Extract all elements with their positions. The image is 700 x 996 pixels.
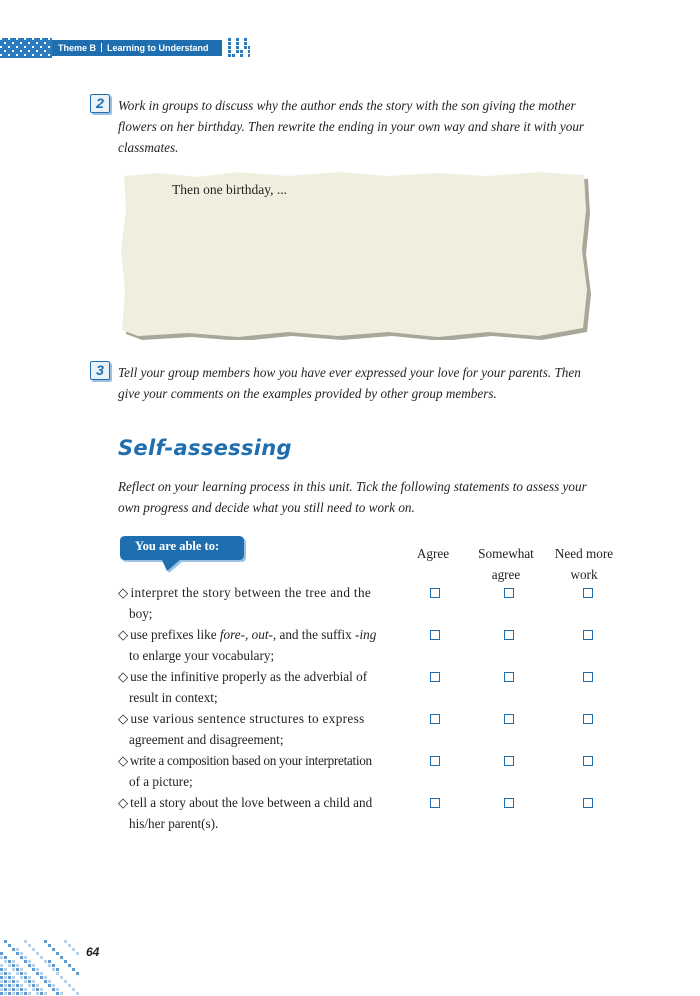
assessment-row	[118, 750, 618, 792]
assessment-row	[118, 582, 618, 624]
activity-instructions	[118, 95, 628, 158]
statement-text-run: fore-	[219, 627, 246, 642]
column-header-need-more-work	[544, 543, 624, 585]
checkbox-need-more-work[interactable]	[583, 714, 593, 724]
statement-line: boy;	[129, 606, 153, 621]
statement-text	[118, 750, 386, 792]
activity-number-badge: 3	[90, 361, 110, 380]
column-header-agree	[393, 543, 473, 564]
statement-text-run: , and the suffix -	[272, 627, 360, 642]
instruction-line: classmates.	[118, 140, 179, 155]
checkbox-need-more-work[interactable]	[583, 630, 593, 640]
statement-line: of a picture;	[129, 774, 193, 789]
statement-line: use the infinitive properly as the adverbial of	[130, 669, 368, 684]
checkbox-agree[interactable]	[430, 714, 440, 724]
checkbox-need-more-work[interactable]	[583, 588, 593, 598]
writing-area[interactable]	[118, 170, 592, 340]
statement-line: result in context;	[129, 690, 218, 705]
diamond-bullet-icon: ◇	[118, 627, 129, 642]
statement-line: write a composition based on your interpretation	[129, 753, 372, 768]
assessment-row	[118, 708, 618, 750]
column-header-line: agree	[491, 567, 521, 582]
checkbox-somewhat-agree[interactable]	[504, 798, 514, 808]
checkbox-somewhat-agree[interactable]	[504, 756, 514, 766]
assessment-row	[118, 624, 618, 666]
footer-pixel-pattern	[0, 936, 80, 996]
checkbox-somewhat-agree[interactable]	[504, 714, 514, 724]
statement-text-run: use prefixes like	[130, 627, 220, 642]
checkbox-need-more-work[interactable]	[583, 798, 593, 808]
checkbox-agree[interactable]	[430, 630, 440, 640]
assessment-row	[118, 666, 618, 708]
column-header-line: Agree	[416, 546, 450, 561]
diamond-bullet-icon: ◇	[118, 669, 129, 684]
intro-line: Reflect on your learning process in this unit. Tick the following statements to assess your	[118, 479, 587, 494]
checkbox-somewhat-agree[interactable]	[504, 672, 514, 682]
writing-prompt: Then one birthday, ...	[172, 182, 287, 197]
statement-text	[118, 708, 386, 750]
statement-text-run: out-	[251, 627, 273, 642]
diamond-bullet-icon: ◇	[118, 711, 129, 726]
statement-text	[118, 666, 386, 708]
instruction-line: give your comments on the examples provided by other group members.	[118, 386, 497, 401]
statement-line: to enlarge your vocabulary;	[129, 648, 275, 663]
intro-line: own progress and decide what you still need to work on.	[118, 500, 415, 515]
checkbox-agree[interactable]	[430, 756, 440, 766]
section-intro	[118, 476, 628, 518]
page-number: 64	[86, 945, 100, 959]
theme-label: Theme B	[58, 43, 97, 53]
checkbox-agree[interactable]	[430, 588, 440, 598]
checkbox-somewhat-agree[interactable]	[504, 630, 514, 640]
instruction-line: flowers on her birthday. Then rewrite the ending in your own way and share it with your	[118, 119, 585, 134]
assessment-row	[118, 792, 618, 834]
checkbox-need-more-work[interactable]	[583, 756, 593, 766]
statement-line: tell a story about the love between a child and	[130, 795, 373, 810]
callout-label: You are able to:	[135, 539, 220, 553]
diamond-bullet-icon: ◇	[118, 795, 129, 810]
statement-line: his/her parent(s).	[129, 816, 219, 831]
section-title: Self-assessing	[118, 436, 292, 460]
statement-text	[118, 624, 386, 666]
checkbox-agree[interactable]	[430, 798, 440, 808]
column-header-line: Need more	[554, 546, 614, 561]
diamond-bullet-icon: ◇	[118, 753, 128, 768]
diamond-bullet-icon: ◇	[118, 585, 129, 600]
column-header-somewhat-agree	[466, 543, 546, 585]
you-are-able-to-callout	[120, 534, 246, 574]
column-header-line: work	[570, 567, 598, 582]
instruction-line: Work in groups to discuss why the author ends the story with the son giving the mother	[118, 98, 576, 113]
statement-line: use various sentence structures to express	[130, 711, 365, 726]
activity-instructions	[118, 362, 628, 404]
statement-line: interpret the story between the tree and the	[130, 585, 372, 600]
checkbox-somewhat-agree[interactable]	[504, 588, 514, 598]
statement-text-run: ,	[245, 627, 252, 642]
activity-number-badge: 2	[90, 94, 110, 113]
statement-text-run: ing	[359, 627, 377, 642]
theme-title: Learning to Understand	[107, 43, 209, 53]
statement-text	[118, 792, 386, 834]
column-header-line: Somewhat	[478, 546, 534, 561]
statement-text	[118, 582, 386, 624]
theme-header-bar	[52, 40, 222, 56]
checkbox-agree[interactable]	[430, 672, 440, 682]
statement-line: agreement and disagreement;	[129, 732, 284, 747]
checkbox-need-more-work[interactable]	[583, 672, 593, 682]
instruction-line: Tell your group members how you have ever expressed your love for your parents. Then	[118, 365, 581, 380]
